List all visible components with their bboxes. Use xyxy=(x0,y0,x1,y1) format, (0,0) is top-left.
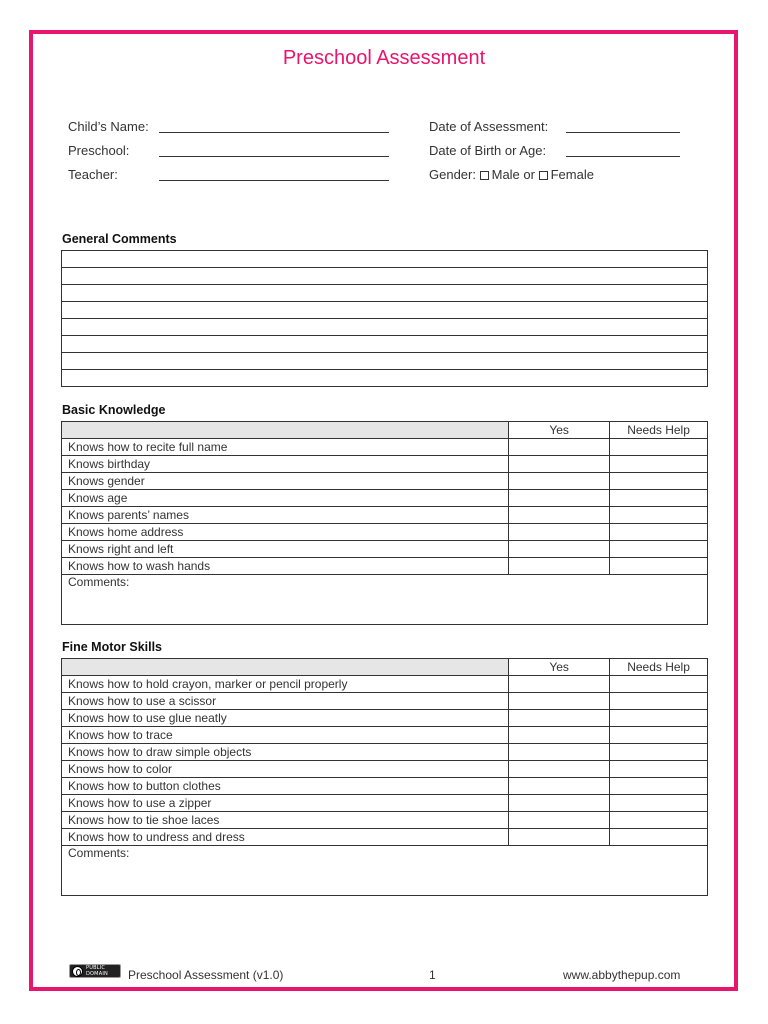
header-skill-cell xyxy=(62,659,509,676)
comment-line[interactable] xyxy=(62,251,707,268)
dob-or-age-line[interactable] xyxy=(566,156,680,157)
needs-help-cell[interactable] xyxy=(610,558,708,575)
footer-website[interactable]: www.abbythepup.com xyxy=(563,968,681,982)
skill-label: Knows parents’ names xyxy=(62,507,509,524)
needs-help-cell[interactable] xyxy=(610,456,708,473)
preschool-line[interactable] xyxy=(159,156,389,157)
skill-label: Knows how to use glue neatly xyxy=(62,710,509,727)
table-row xyxy=(62,778,708,795)
gender-label: Gender: xyxy=(429,167,476,182)
page-title: Preschool Assessment xyxy=(282,47,486,69)
comments-row xyxy=(62,575,708,625)
table-row xyxy=(62,541,708,558)
yes-cell[interactable] xyxy=(509,761,610,778)
comments-cell[interactable]: Comments: xyxy=(62,846,708,896)
yes-cell[interactable] xyxy=(509,490,610,507)
table-row xyxy=(62,727,708,744)
general-comments-heading: General Comments xyxy=(62,232,177,246)
needs-help-cell[interactable] xyxy=(610,473,708,490)
table-row xyxy=(62,558,708,575)
skill-label: Knows how to wash hands xyxy=(62,558,509,575)
date-of-assessment-line[interactable] xyxy=(566,132,680,133)
needs-help-cell[interactable] xyxy=(610,812,708,829)
yes-cell[interactable] xyxy=(509,524,610,541)
public-domain-icon xyxy=(72,966,83,977)
child-name-label: Child’s Name: xyxy=(68,119,149,134)
skill-label: Knows how to recite full name xyxy=(62,439,509,456)
table-row xyxy=(62,490,708,507)
general-comments-box[interactable] xyxy=(61,250,708,387)
skill-label: Knows how to trace xyxy=(62,727,509,744)
skill-label: Knows gender xyxy=(62,473,509,490)
header-yes: Yes xyxy=(509,422,610,439)
header-yes: Yes xyxy=(509,659,610,676)
header-needs-help: Needs Help xyxy=(610,422,708,439)
comments-cell[interactable]: Comments: xyxy=(62,575,708,625)
public-domain-badge xyxy=(69,964,121,978)
comment-line[interactable] xyxy=(62,319,707,336)
skill-label: Knows how to use a zipper xyxy=(62,795,509,812)
badge-line1: PUBLIC xyxy=(86,965,106,971)
skill-label: Knows how to tie shoe laces xyxy=(62,812,509,829)
yes-cell[interactable] xyxy=(509,456,610,473)
yes-cell[interactable] xyxy=(509,473,610,490)
comment-line[interactable] xyxy=(62,302,707,319)
needs-help-cell[interactable] xyxy=(610,778,708,795)
teacher-line[interactable] xyxy=(159,180,389,181)
skill-label: Knows how to color xyxy=(62,761,509,778)
table-row xyxy=(62,795,708,812)
needs-help-cell[interactable] xyxy=(610,795,708,812)
yes-cell[interactable] xyxy=(509,795,610,812)
table-row xyxy=(62,473,708,490)
teacher-label: Teacher: xyxy=(68,167,118,182)
skill-label: Knows how to draw simple objects xyxy=(62,744,509,761)
needs-help-cell[interactable] xyxy=(610,710,708,727)
table-row xyxy=(62,507,708,524)
yes-cell[interactable] xyxy=(509,693,610,710)
footer-doc-title: Preschool Assessment (v1.0) xyxy=(128,968,284,982)
yes-cell[interactable] xyxy=(509,558,610,575)
comment-line[interactable] xyxy=(62,353,707,370)
skill-label: Knows right and left xyxy=(62,541,509,558)
yes-cell[interactable] xyxy=(509,829,610,846)
dob-or-age-label: Date of Birth or Age: xyxy=(429,143,547,158)
needs-help-cell[interactable] xyxy=(610,507,708,524)
table-header-row xyxy=(62,422,708,439)
needs-help-cell[interactable] xyxy=(610,541,708,558)
basic-knowledge-table xyxy=(61,421,708,625)
footer-page-number: 1 xyxy=(429,968,436,982)
table-row xyxy=(62,524,708,541)
yes-cell[interactable] xyxy=(509,541,610,558)
gender-field xyxy=(429,167,594,182)
skill-label: Knows how to undress and dress xyxy=(62,829,509,846)
yes-cell[interactable] xyxy=(509,812,610,829)
skill-label: Knows how to button clothes xyxy=(62,778,509,795)
needs-help-cell[interactable] xyxy=(610,439,708,456)
yes-cell[interactable] xyxy=(509,778,610,795)
needs-help-cell[interactable] xyxy=(610,490,708,507)
child-name-line[interactable] xyxy=(159,132,389,133)
yes-cell[interactable] xyxy=(509,507,610,524)
needs-help-cell[interactable] xyxy=(610,761,708,778)
male-label: Male or xyxy=(491,167,535,182)
needs-help-cell[interactable] xyxy=(610,727,708,744)
comments-row xyxy=(62,846,708,896)
basic-knowledge-heading: Basic Knowledge xyxy=(62,403,166,417)
table-header-row xyxy=(62,659,708,676)
yes-cell[interactable] xyxy=(509,744,610,761)
table-row xyxy=(62,456,708,473)
needs-help-cell[interactable] xyxy=(610,676,708,693)
preschool-label: Preschool: xyxy=(68,143,130,158)
header-needs-help: Needs Help xyxy=(610,659,708,676)
table-row xyxy=(62,439,708,456)
skill-label: Knows age xyxy=(62,490,509,507)
badge-line2: DOMAIN xyxy=(86,970,108,977)
needs-help-cell[interactable] xyxy=(610,829,708,846)
yes-cell[interactable] xyxy=(509,710,610,727)
table-row xyxy=(62,744,708,761)
needs-help-cell[interactable] xyxy=(610,744,708,761)
comment-line[interactable] xyxy=(62,336,707,353)
skill-label: Knows how to use a scissor xyxy=(62,693,509,710)
needs-help-cell[interactable] xyxy=(610,524,708,541)
comment-line[interactable] xyxy=(62,285,707,302)
fine-motor-heading: Fine Motor Skills xyxy=(62,640,163,654)
comment-line[interactable] xyxy=(62,268,707,285)
female-checkbox[interactable] xyxy=(539,171,548,180)
comment-line[interactable] xyxy=(62,370,707,387)
yes-cell[interactable] xyxy=(509,439,610,456)
skill-label: Knows birthday xyxy=(62,456,509,473)
date-of-assessment-label: Date of Assessment: xyxy=(429,119,549,134)
badge-text xyxy=(86,966,108,977)
skill-label: Knows home address xyxy=(62,524,509,541)
skill-label: Knows how to hold crayon, marker or pencil properly xyxy=(62,676,509,693)
table-row xyxy=(62,676,708,693)
table-row xyxy=(62,693,708,710)
yes-cell[interactable] xyxy=(509,676,610,693)
fine-motor-table xyxy=(61,658,708,896)
needs-help-cell[interactable] xyxy=(610,693,708,710)
table-row xyxy=(62,710,708,727)
female-label: Female xyxy=(550,167,594,182)
yes-cell[interactable] xyxy=(509,727,610,744)
table-row xyxy=(62,829,708,846)
male-checkbox[interactable] xyxy=(480,171,489,180)
header-skill-cell xyxy=(62,422,509,439)
table-row xyxy=(62,761,708,778)
table-row xyxy=(62,812,708,829)
